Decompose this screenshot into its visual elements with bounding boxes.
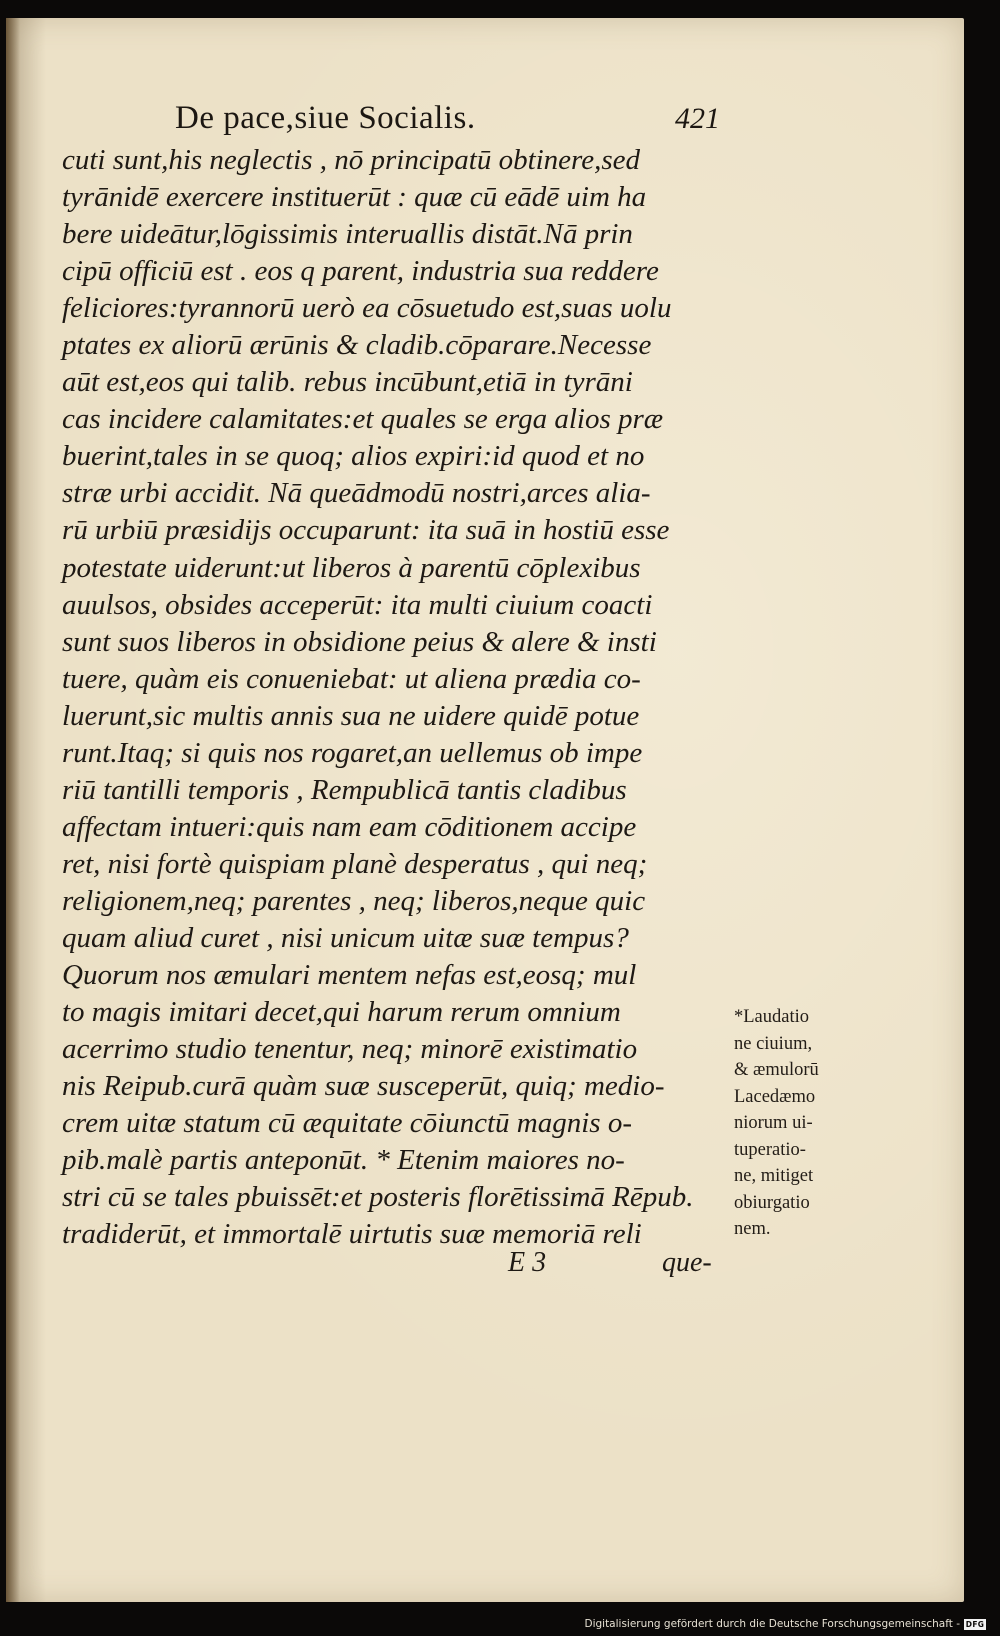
marginal-line: ne, mitiget: [734, 1166, 814, 1186]
main-text-block: [62, 142, 730, 1253]
marginal-line: tuperatio-: [734, 1139, 806, 1160]
text-line: pib.malè partis anteponūt. * Etenim maiores no-: [62, 1144, 625, 1177]
text-line: stræ urbi accidit. Nā queādmodū nostri,arces alia-: [62, 477, 651, 510]
text-line: crem uitæ statum cū æquitate cōiunctū magnis o-: [62, 1107, 633, 1140]
catchword: que-: [662, 1247, 712, 1278]
text-line: potestate uiderunt:ut liberos à parentū cōplexibus: [62, 551, 641, 584]
text-line: quam aliud curet , nisi unicum uitæ suæ tempus?: [62, 921, 629, 954]
text-line: cuti sunt,his neglectis , nō principatū obtinere,sed: [62, 144, 641, 176]
text-line: runt.Itaq; si quis nos rogaret,an uellemus ob impe: [62, 736, 643, 769]
text-line: nis Reipub.curā quàm suæ susceperūt, quiq; medio-: [62, 1070, 665, 1103]
text-line: auulsos, obsides acceperūt: ita multi ciuium coacti: [62, 588, 653, 621]
text-line: tuere, quàm eis conueniebat: ut aliena prædia co-: [62, 662, 641, 695]
running-title: De pace,siue Socialis.: [175, 100, 476, 136]
text-line: religionem,neq; parentes , neq; liberos,neque quic: [62, 884, 646, 917]
marginal-line: niorum ui-: [734, 1113, 813, 1133]
text-line: feliciores:tyrannorū uerò ea cōsuetudo est,suas uolu: [62, 292, 672, 325]
marginal-line: Lacedæmo: [734, 1086, 816, 1107]
text-line: Quorum nos æmulari mentem nefas est,eosq; mul: [62, 959, 637, 992]
text-line: ret, nisi fortè quispiam planè desperatus , qui neq;: [62, 847, 648, 880]
marginal-line: *Laudatio: [734, 1007, 810, 1027]
text-line: tyrānidē exercere instituerūt : quæ cū eādē uim ha: [62, 181, 647, 214]
digitization-footer: [584, 1615, 986, 1633]
marginal-line: ne ciuium,: [734, 1033, 813, 1054]
text-line: acerrimo studio tenentur, neq; minorē existimatio: [62, 1033, 638, 1066]
text-line: riū tantilli temporis , Rempublicā tantis cladibus: [62, 773, 627, 806]
text-line: rū urbiū præsidijs occuparunt: ita suā in hostiū esse: [62, 514, 670, 547]
marginal-note: [734, 1004, 834, 1243]
page-number: 421: [675, 102, 720, 135]
text-line: sunt suos liberos in obsidione peius & alere & insti: [62, 625, 657, 658]
marginal-line: & æmulorū: [734, 1060, 819, 1080]
text-line: bere uideātur,lōgissimis interuallis distāt.Nā prin: [62, 218, 633, 251]
marginal-line: obiurgatio: [734, 1192, 810, 1213]
text-line: cas incidere calamitates:et quales se erga alios præ: [62, 403, 664, 436]
marginal-line: nem.: [734, 1219, 771, 1239]
signature-mark: E 3: [508, 1247, 547, 1278]
text-line: tradiderūt, et immortalē uirtutis suæ memoriā reli: [62, 1218, 642, 1251]
text-line: ptates ex aliorū ærūnis & cladib.cōparare.Necesse: [62, 329, 652, 362]
dfg-logo-icon: DFG: [965, 1619, 985, 1629]
text-line: affectam intueri:quis nam eam cōditionem accipe: [62, 810, 637, 843]
text-line: to magis imitari decet,qui harum rerum omnium: [62, 996, 621, 1029]
page-gutter-shadow: [6, 18, 20, 1602]
text-line: luerunt,sic multis annis sua ne uidere quidē potue: [62, 699, 640, 732]
funding-credit: Digitalisierung gefördert durch die Deutsche Forschungsgemeinschaft -: [584, 1618, 960, 1630]
text-line: aūt est,eos qui talib. rebus incūbunt,etiā in tyrāni: [62, 366, 633, 399]
text-line: cipū officiū est . eos q parent, industria sua reddere: [62, 255, 659, 288]
text-line: stri cū se tales pbuissēt:et posteris florētissimā Rēpub.: [62, 1181, 694, 1214]
text-line: buerint,tales in se quoq; alios expiri:id quod et no: [62, 440, 645, 473]
